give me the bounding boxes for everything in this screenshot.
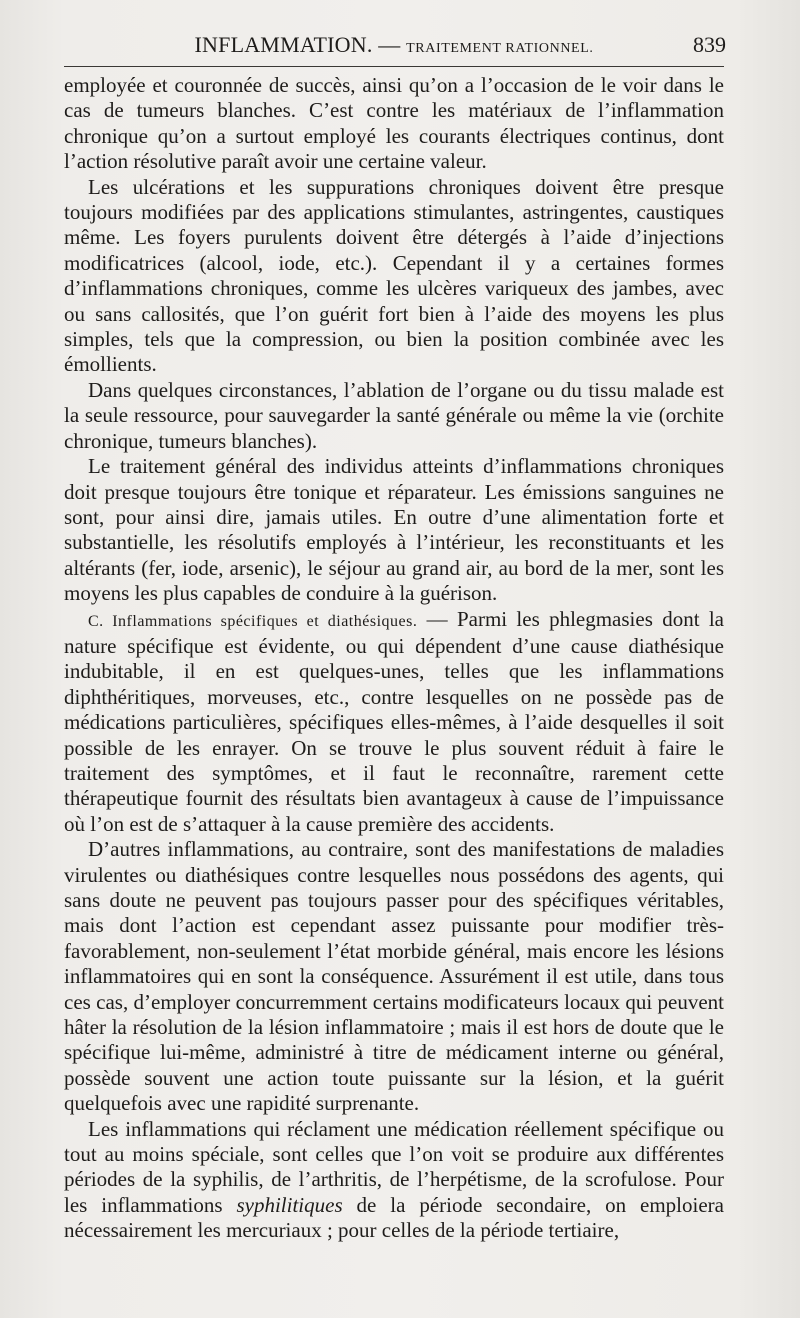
paragraph-7-text-before: Les inflammations qui réclament une médication réellement spécifique ou tout au moins spéciale, sont celles que l’on voit se produire aux différentes périodes de la syphilis, de l’arthritis, de l’herpétisme, de la scrofulose. Pour les inflammations xyxy=(64,1116,724,1217)
paragraph-5 xyxy=(64,607,724,838)
paragraph-7 xyxy=(64,1117,724,1244)
paragraph-2: Les ulcérations et les suppurations chroniques doivent être presque toujours modifiées par des applications stimulantes, astringentes, caustiques même. Les foyers purulents doivent être détergés à l’aide d’injections modificatrices (alcool, iode, etc.). Cependant il y a certaines formes d’inflammations chroniques, comme les ulcères variqueux des jambes, avec ou sans callosités, que l’on guérit fort bien à l’aide des moyens les plus simples, tels que la compression, ou bien la position combinée avec les émollients. xyxy=(64,174,724,377)
running-title-main: INFLAMMATION. xyxy=(194,32,373,57)
paragraph-3: Dans quelques circonstances, l’ablation de l’organe ou du tissu malade est la seule ressource, pour sauvegarder la santé générale ou même la vie (orchite chronique, tumeurs blanches). xyxy=(64,377,724,453)
paragraph-7-text-after: de la période secondaire, on emploiera nécessairement les mercuriaux ; pour celles de la période tertiaire, xyxy=(64,1192,724,1243)
paragraph-1: employée et couronnée de succès, ainsi qu’on a l’occasion de le voir dans le cas de tumeurs blanches. C’est contre les matériaux de l’inflammation chronique qu’on a surtout employé les courants électriques continus, dont l’action résolutive paraît avoir une certaine valeur. xyxy=(64,73,724,174)
page-number: 839 xyxy=(693,32,726,57)
paragraph-6: D’autres inflammations, au contraire, sont des manifestations de maladies virulentes ou diathésiques contre lesquelles nous possédons des agents, qui sans doute ne peuvent pas toujours passer pour des spécifiques véritables, mais dont l’action est cependant assez puissante pour modifier très-favorablement, non-seulement l’état morbide général, mais encore les lésions inflammatoires qui en sont la conséquence. Assurément il est utile, dans tous ces cas, d’employer concurremment certains modificateurs locaux qui peuvent hâter la résolution de la lésion inflammatoire ; mais il est hors de doute que le spécifique lui-même, administré à titre de médicament interne ou général, possède souvent une action toute puissante sur la lésion, et la guérit quelquefois avec une rapidité surprenante. xyxy=(64,837,724,1116)
running-title-separator: — xyxy=(378,32,401,57)
running-title-sub: TRAITEMENT RATIONNEL. xyxy=(406,41,594,56)
running-title xyxy=(64,32,724,58)
paragraph-7-italic: syphilitiques xyxy=(236,1192,343,1217)
paragraph-4: Le traitement général des individus atteints d’inflammations chroniques doit presque toujours être tonique et réparateur. Les émissions sanguines ne sont, pour ainsi dire, jamais utiles. En outre d’une alimentation forte et substantielle, les résolutifs employés à l’intérieur, les reconstituants et les altérants (fer, iode, arsenic), le séjour au grand air, au bord de la mer, sont les moyens les plus capables de conduire à la guérison. xyxy=(64,454,724,606)
running-head xyxy=(64,0,724,67)
section-heading: C. Inflammations spécifiques et diathésiques. xyxy=(88,612,418,630)
body-text xyxy=(64,73,724,1244)
paragraph-5-text: — Parmi les phlegmasies dont la nature spécifique est évidente, ou qui dépendent d’une cause diathésique indubitable, il en est quelques-unes, telles que les inflammations diphthéritiques, morveuses, etc., contre lesquelles on ne possède pas de médications particulières, spécifiques elles-mêmes, à l’aide desquelles il soit possible de les enrayer. On se trouve le plus souvent réduit à faire le traitement des symptômes, et il faut le reconnaître, rarement cette thérapeutique fournit des résultats bien avantageux à cause de l’impuissance où l’on est de s’attaquer à la cause première des accidents. xyxy=(64,606,724,836)
